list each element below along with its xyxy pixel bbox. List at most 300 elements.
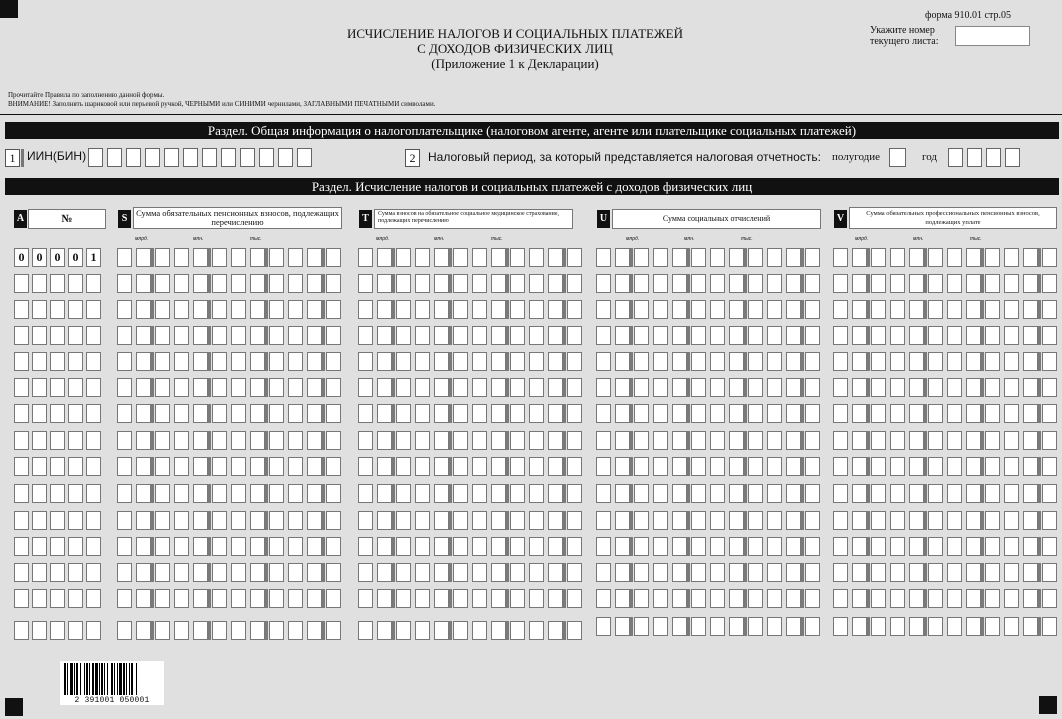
pension-contribution-cell[interactable] [231,484,246,503]
professional-pension-cell[interactable] [928,378,943,397]
professional-pension-cell[interactable] [928,617,943,636]
social-deduction-cell[interactable] [615,589,630,608]
medical-insurance-cell[interactable] [434,563,449,582]
professional-pension-cell[interactable] [909,563,924,582]
row-number-cell[interactable] [86,300,101,319]
professional-pension-cell[interactable] [947,563,962,582]
professional-pension-cell[interactable] [871,563,886,582]
professional-pension-cell[interactable] [928,326,943,345]
professional-pension-cell[interactable] [1042,617,1057,636]
social-deduction-cell[interactable] [805,352,820,371]
social-deduction-cell[interactable] [596,326,611,345]
pension-contribution-cell[interactable] [193,248,208,267]
medical-insurance-cell[interactable] [415,431,430,450]
social-deduction-cell[interactable] [748,563,763,582]
row-number-cell[interactable] [68,589,83,608]
social-deduction-cell[interactable] [710,484,725,503]
medical-insurance-cell[interactable] [510,457,525,476]
medical-insurance-cell[interactable] [377,326,392,345]
professional-pension-cell[interactable] [852,352,867,371]
pension-contribution-cell[interactable] [136,621,151,640]
medical-insurance-cell[interactable] [415,511,430,530]
social-deduction-cell[interactable] [691,352,706,371]
pension-contribution-cell[interactable] [117,621,132,640]
medical-insurance-cell[interactable] [472,457,487,476]
row-number-cell[interactable] [32,274,47,293]
medical-insurance-cell[interactable] [396,537,411,556]
social-deduction-cell[interactable] [672,617,687,636]
row-number-cell[interactable] [14,563,29,582]
medical-insurance-cell[interactable] [358,274,373,293]
pension-contribution-cell[interactable] [288,484,303,503]
sheet-number-field[interactable] [955,26,1030,46]
medical-insurance-cell[interactable] [358,563,373,582]
pension-contribution-cell[interactable] [136,352,151,371]
professional-pension-cell[interactable] [985,617,1000,636]
medical-insurance-cell[interactable] [567,589,582,608]
pension-contribution-cell[interactable] [212,378,227,397]
medical-insurance-cell[interactable] [377,378,392,397]
professional-pension-cell[interactable] [928,274,943,293]
social-deduction-cell[interactable] [805,537,820,556]
social-deduction-cell[interactable] [672,511,687,530]
medical-insurance-cell[interactable] [415,300,430,319]
row-number-cell[interactable] [68,431,83,450]
medical-insurance-cell[interactable] [510,326,525,345]
social-deduction-cell[interactable] [805,457,820,476]
pension-contribution-cell[interactable] [193,621,208,640]
professional-pension-cell[interactable] [1042,404,1057,423]
social-deduction-cell[interactable] [634,326,649,345]
medical-insurance-cell[interactable] [415,537,430,556]
medical-insurance-cell[interactable] [548,563,563,582]
social-deduction-cell[interactable] [634,378,649,397]
pension-contribution-cell[interactable] [250,537,265,556]
medical-insurance-cell[interactable] [434,352,449,371]
pension-contribution-cell[interactable] [117,378,132,397]
pension-contribution-cell[interactable] [193,274,208,293]
pension-contribution-cell[interactable] [174,274,189,293]
pension-contribution-cell[interactable] [136,431,151,450]
professional-pension-cell[interactable] [966,484,981,503]
professional-pension-cell[interactable] [928,484,943,503]
professional-pension-cell[interactable] [966,300,981,319]
social-deduction-cell[interactable] [596,300,611,319]
pension-contribution-cell[interactable] [155,563,170,582]
medical-insurance-cell[interactable] [434,537,449,556]
pension-contribution-cell[interactable] [193,537,208,556]
social-deduction-cell[interactable] [748,511,763,530]
professional-pension-cell[interactable] [928,300,943,319]
row-number-cell[interactable] [14,300,29,319]
professional-pension-cell[interactable] [852,431,867,450]
social-deduction-cell[interactable] [767,484,782,503]
professional-pension-cell[interactable] [985,511,1000,530]
medical-insurance-cell[interactable] [396,563,411,582]
pension-contribution-cell[interactable] [193,511,208,530]
social-deduction-cell[interactable] [653,589,668,608]
professional-pension-cell[interactable] [909,537,924,556]
row-number-cell[interactable] [68,404,83,423]
row-number-cell[interactable] [86,431,101,450]
pension-contribution-cell[interactable] [174,300,189,319]
medical-insurance-cell[interactable] [396,484,411,503]
pension-contribution-cell[interactable] [193,404,208,423]
professional-pension-cell[interactable] [947,457,962,476]
medical-insurance-cell[interactable] [548,326,563,345]
professional-pension-cell[interactable] [1023,300,1038,319]
professional-pension-cell[interactable] [985,274,1000,293]
pension-contribution-cell[interactable] [212,511,227,530]
social-deduction-cell[interactable] [710,537,725,556]
medical-insurance-cell[interactable] [434,248,449,267]
pension-contribution-cell[interactable] [155,431,170,450]
medical-insurance-cell[interactable] [453,537,468,556]
professional-pension-cell[interactable] [985,404,1000,423]
professional-pension-cell[interactable] [947,404,962,423]
pension-contribution-cell[interactable] [307,457,322,476]
social-deduction-cell[interactable] [596,404,611,423]
medical-insurance-cell[interactable] [396,248,411,267]
pension-contribution-cell[interactable] [231,457,246,476]
pension-contribution-cell[interactable] [174,404,189,423]
professional-pension-cell[interactable] [871,511,886,530]
medical-insurance-cell[interactable] [510,484,525,503]
pension-contribution-cell[interactable] [117,537,132,556]
medical-insurance-cell[interactable] [548,431,563,450]
row-number-cell[interactable] [50,300,65,319]
social-deduction-cell[interactable] [596,352,611,371]
social-deduction-cell[interactable] [691,300,706,319]
pension-contribution-cell[interactable] [269,274,284,293]
medical-insurance-cell[interactable] [472,300,487,319]
pension-contribution-cell[interactable] [269,300,284,319]
medical-insurance-cell[interactable] [567,378,582,397]
social-deduction-cell[interactable] [653,352,668,371]
medical-insurance-cell[interactable] [548,274,563,293]
pension-contribution-cell[interactable] [288,274,303,293]
professional-pension-cell[interactable] [1042,457,1057,476]
social-deduction-cell[interactable] [767,511,782,530]
pension-contribution-cell[interactable] [117,248,132,267]
social-deduction-cell[interactable] [729,326,744,345]
medical-insurance-cell[interactable] [567,326,582,345]
professional-pension-cell[interactable] [871,248,886,267]
professional-pension-cell[interactable] [1004,457,1019,476]
pension-contribution-cell[interactable] [136,589,151,608]
social-deduction-cell[interactable] [729,617,744,636]
professional-pension-cell[interactable] [947,617,962,636]
row-number-cell[interactable] [68,326,83,345]
medical-insurance-cell[interactable] [510,248,525,267]
pension-contribution-cell[interactable] [212,248,227,267]
professional-pension-cell[interactable] [1042,326,1057,345]
professional-pension-cell[interactable] [928,563,943,582]
professional-pension-cell[interactable] [909,326,924,345]
iin-bin-cell[interactable] [183,148,198,167]
professional-pension-cell[interactable] [928,431,943,450]
social-deduction-cell[interactable] [767,617,782,636]
pension-contribution-cell[interactable] [288,248,303,267]
medical-insurance-cell[interactable] [510,300,525,319]
iin-bin-cell[interactable] [221,148,236,167]
professional-pension-cell[interactable] [928,589,943,608]
pension-contribution-cell[interactable] [307,537,322,556]
medical-insurance-cell[interactable] [453,326,468,345]
professional-pension-cell[interactable] [1023,248,1038,267]
social-deduction-cell[interactable] [653,617,668,636]
medical-insurance-cell[interactable] [415,274,430,293]
medical-insurance-cell[interactable] [548,511,563,530]
pension-contribution-cell[interactable] [269,431,284,450]
social-deduction-cell[interactable] [634,484,649,503]
professional-pension-cell[interactable] [909,248,924,267]
medical-insurance-cell[interactable] [377,563,392,582]
medical-insurance-cell[interactable] [358,589,373,608]
medical-insurance-cell[interactable] [491,248,506,267]
medical-insurance-cell[interactable] [415,326,430,345]
professional-pension-cell[interactable] [1023,511,1038,530]
social-deduction-cell[interactable] [672,589,687,608]
professional-pension-cell[interactable] [1042,484,1057,503]
medical-insurance-cell[interactable] [358,621,373,640]
pension-contribution-cell[interactable] [117,431,132,450]
row-number-cell[interactable] [14,537,29,556]
professional-pension-cell[interactable] [833,378,848,397]
professional-pension-cell[interactable] [833,589,848,608]
professional-pension-cell[interactable] [985,563,1000,582]
social-deduction-cell[interactable] [767,431,782,450]
social-deduction-cell[interactable] [767,274,782,293]
social-deduction-cell[interactable] [672,326,687,345]
pension-contribution-cell[interactable] [326,326,341,345]
social-deduction-cell[interactable] [786,457,801,476]
social-deduction-cell[interactable] [805,300,820,319]
social-deduction-cell[interactable] [710,617,725,636]
social-deduction-cell[interactable] [672,300,687,319]
social-deduction-cell[interactable] [615,511,630,530]
professional-pension-cell[interactable] [890,404,905,423]
row-number-cell[interactable]: 0 [32,248,47,267]
pension-contribution-cell[interactable] [212,457,227,476]
professional-pension-cell[interactable] [852,617,867,636]
social-deduction-cell[interactable] [748,589,763,608]
professional-pension-cell[interactable] [871,404,886,423]
pension-contribution-cell[interactable] [212,352,227,371]
medical-insurance-cell[interactable] [396,431,411,450]
professional-pension-cell[interactable] [1023,457,1038,476]
professional-pension-cell[interactable] [1004,404,1019,423]
row-number-cell[interactable]: 1 [86,248,101,267]
row-number-cell[interactable] [50,511,65,530]
row-number-cell[interactable] [86,484,101,503]
social-deduction-cell[interactable] [805,378,820,397]
professional-pension-cell[interactable] [852,537,867,556]
pension-contribution-cell[interactable] [307,563,322,582]
row-number-cell[interactable] [68,537,83,556]
medical-insurance-cell[interactable] [548,352,563,371]
pension-contribution-cell[interactable] [231,274,246,293]
row-number-cell[interactable] [50,457,65,476]
professional-pension-cell[interactable] [909,274,924,293]
year-cell[interactable] [948,148,963,167]
medical-insurance-cell[interactable] [548,248,563,267]
pension-contribution-cell[interactable] [155,352,170,371]
social-deduction-cell[interactable] [691,378,706,397]
social-deduction-cell[interactable] [653,511,668,530]
medical-insurance-cell[interactable] [567,621,582,640]
pension-contribution-cell[interactable] [136,404,151,423]
social-deduction-cell[interactable] [691,274,706,293]
medical-insurance-cell[interactable] [529,274,544,293]
pension-contribution-cell[interactable] [193,352,208,371]
medical-insurance-cell[interactable] [472,537,487,556]
pension-contribution-cell[interactable] [231,621,246,640]
row-number-cell[interactable] [86,326,101,345]
professional-pension-cell[interactable] [1023,537,1038,556]
pension-contribution-cell[interactable] [174,248,189,267]
professional-pension-cell[interactable] [947,431,962,450]
medical-insurance-cell[interactable] [434,511,449,530]
pension-contribution-cell[interactable] [174,563,189,582]
professional-pension-cell[interactable] [947,352,962,371]
pension-contribution-cell[interactable] [288,378,303,397]
pension-contribution-cell[interactable] [212,563,227,582]
pension-contribution-cell[interactable] [174,589,189,608]
social-deduction-cell[interactable] [767,404,782,423]
medical-insurance-cell[interactable] [434,378,449,397]
medical-insurance-cell[interactable] [548,621,563,640]
social-deduction-cell[interactable] [805,431,820,450]
pension-contribution-cell[interactable] [231,404,246,423]
pension-contribution-cell[interactable] [231,563,246,582]
professional-pension-cell[interactable] [966,326,981,345]
professional-pension-cell[interactable] [1004,274,1019,293]
medical-insurance-cell[interactable] [529,589,544,608]
row-number-cell[interactable] [32,537,47,556]
professional-pension-cell[interactable] [1004,248,1019,267]
professional-pension-cell[interactable] [1023,326,1038,345]
pension-contribution-cell[interactable] [155,484,170,503]
row-number-cell[interactable] [14,621,29,640]
social-deduction-cell[interactable] [634,248,649,267]
social-deduction-cell[interactable] [786,248,801,267]
professional-pension-cell[interactable] [1004,484,1019,503]
pension-contribution-cell[interactable] [307,511,322,530]
professional-pension-cell[interactable] [871,378,886,397]
professional-pension-cell[interactable] [909,484,924,503]
medical-insurance-cell[interactable] [453,563,468,582]
pension-contribution-cell[interactable] [193,457,208,476]
professional-pension-cell[interactable] [909,431,924,450]
pension-contribution-cell[interactable] [155,621,170,640]
medical-insurance-cell[interactable] [453,352,468,371]
pension-contribution-cell[interactable] [307,248,322,267]
professional-pension-cell[interactable] [833,563,848,582]
row-number-cell[interactable] [68,621,83,640]
row-number-cell[interactable] [14,589,29,608]
row-number-cell[interactable] [86,621,101,640]
social-deduction-cell[interactable] [805,589,820,608]
social-deduction-cell[interactable] [786,511,801,530]
professional-pension-cell[interactable] [1004,378,1019,397]
professional-pension-cell[interactable] [1042,248,1057,267]
social-deduction-cell[interactable] [710,563,725,582]
row-number-cell[interactable] [50,431,65,450]
medical-insurance-cell[interactable] [453,404,468,423]
medical-insurance-cell[interactable] [491,589,506,608]
social-deduction-cell[interactable] [691,484,706,503]
professional-pension-cell[interactable] [966,404,981,423]
professional-pension-cell[interactable] [947,378,962,397]
pension-contribution-cell[interactable] [250,404,265,423]
social-deduction-cell[interactable] [767,589,782,608]
row-number-cell[interactable] [32,378,47,397]
professional-pension-cell[interactable] [871,326,886,345]
medical-insurance-cell[interactable] [472,511,487,530]
professional-pension-cell[interactable] [947,300,962,319]
professional-pension-cell[interactable] [1042,352,1057,371]
medical-insurance-cell[interactable] [472,484,487,503]
social-deduction-cell[interactable] [786,484,801,503]
medical-insurance-cell[interactable] [453,274,468,293]
professional-pension-cell[interactable] [985,352,1000,371]
professional-pension-cell[interactable] [833,457,848,476]
iin-bin-cell[interactable] [164,148,179,167]
medical-insurance-cell[interactable] [415,484,430,503]
professional-pension-cell[interactable] [833,511,848,530]
medical-insurance-cell[interactable] [377,352,392,371]
row-number-cell[interactable] [86,511,101,530]
row-number-cell[interactable] [86,457,101,476]
medical-insurance-cell[interactable] [453,300,468,319]
professional-pension-cell[interactable] [1023,431,1038,450]
social-deduction-cell[interactable] [672,457,687,476]
medical-insurance-cell[interactable] [529,352,544,371]
medical-insurance-cell[interactable] [548,378,563,397]
medical-insurance-cell[interactable] [491,621,506,640]
medical-insurance-cell[interactable] [567,537,582,556]
social-deduction-cell[interactable] [634,617,649,636]
row-number-cell[interactable] [68,484,83,503]
pension-contribution-cell[interactable] [231,378,246,397]
social-deduction-cell[interactable] [786,617,801,636]
social-deduction-cell[interactable] [767,300,782,319]
row-number-cell[interactable] [86,378,101,397]
medical-insurance-cell[interactable] [472,404,487,423]
professional-pension-cell[interactable] [871,300,886,319]
year-cell[interactable] [986,148,1001,167]
pension-contribution-cell[interactable] [250,248,265,267]
row-number-cell[interactable] [50,352,65,371]
medical-insurance-cell[interactable] [415,621,430,640]
professional-pension-cell[interactable] [833,404,848,423]
medical-insurance-cell[interactable] [396,589,411,608]
pension-contribution-cell[interactable] [117,484,132,503]
pension-contribution-cell[interactable] [136,248,151,267]
medical-insurance-cell[interactable] [453,431,468,450]
row-number-cell[interactable] [32,431,47,450]
professional-pension-cell[interactable] [1042,378,1057,397]
pension-contribution-cell[interactable] [250,300,265,319]
social-deduction-cell[interactable] [596,431,611,450]
professional-pension-cell[interactable] [890,274,905,293]
medical-insurance-cell[interactable] [377,300,392,319]
social-deduction-cell[interactable] [615,378,630,397]
row-number-cell[interactable] [68,511,83,530]
year-cell[interactable] [967,148,982,167]
social-deduction-cell[interactable] [691,404,706,423]
